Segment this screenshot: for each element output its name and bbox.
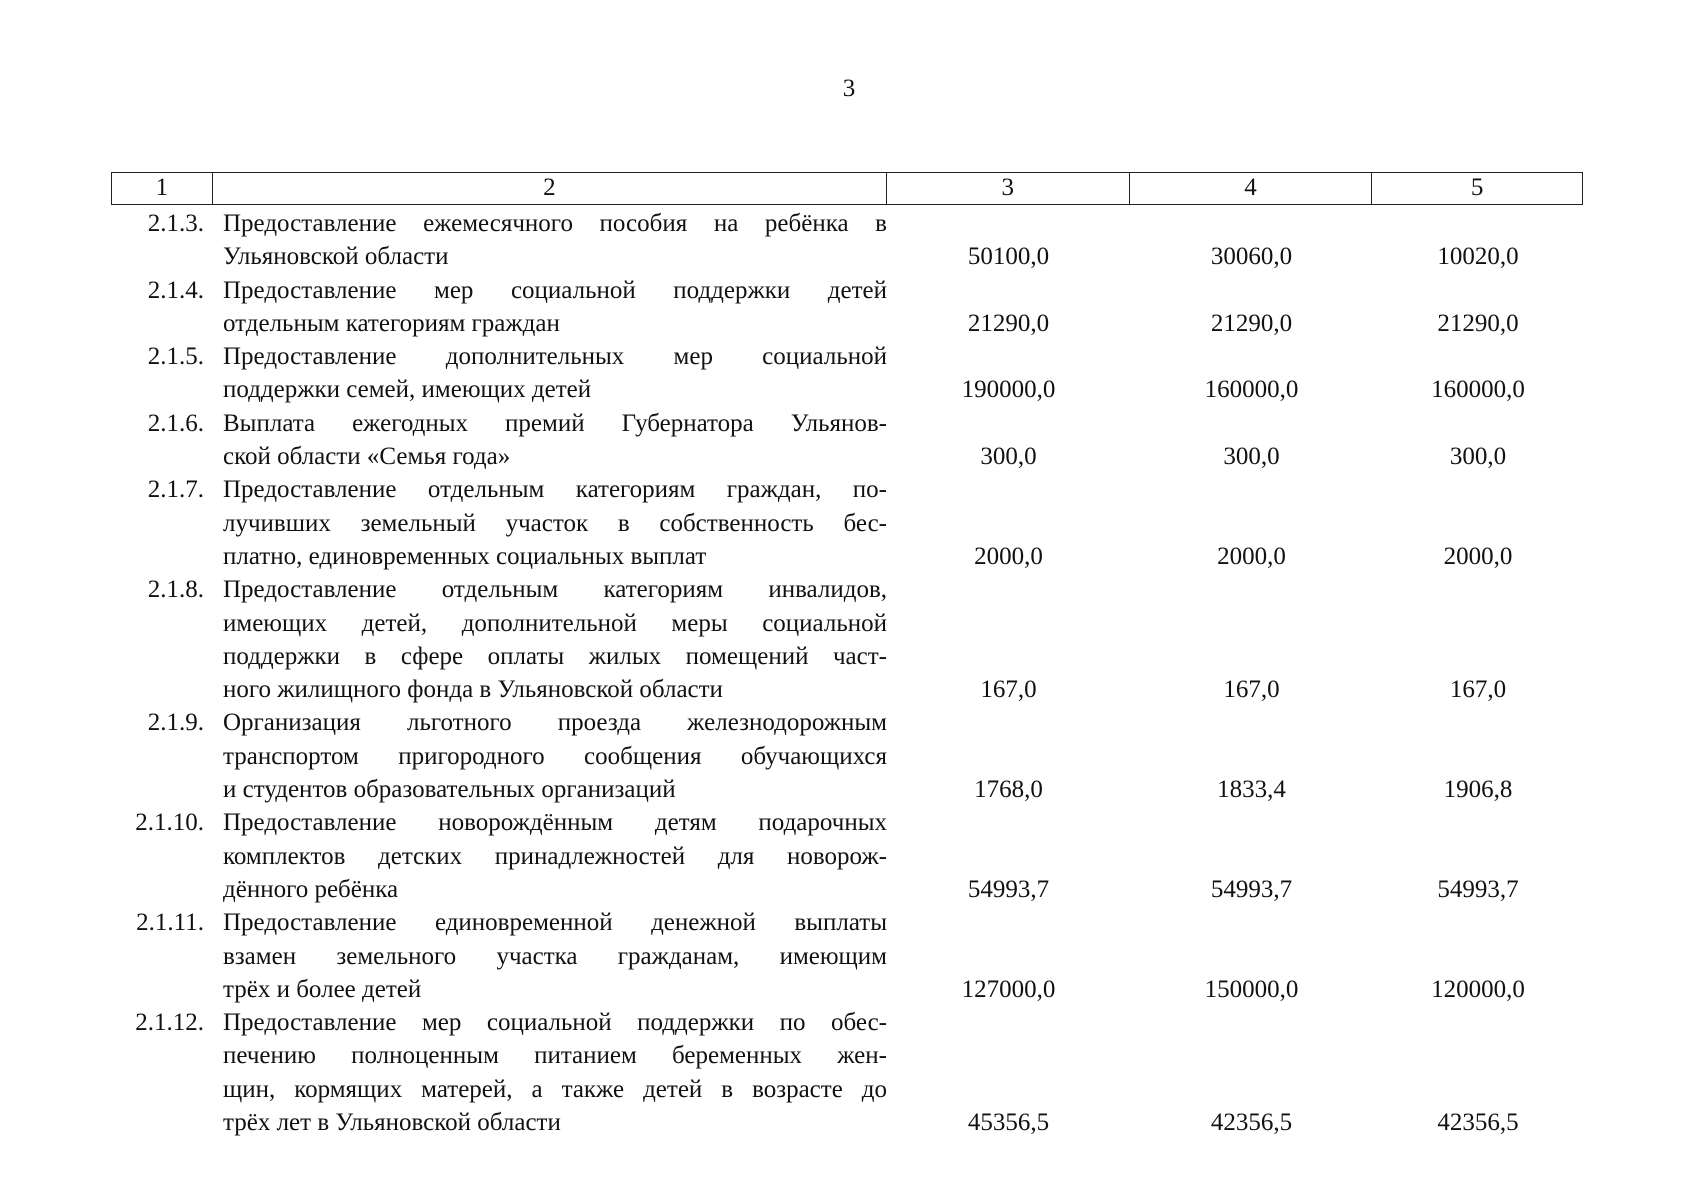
value-col-3: 127000,0 xyxy=(961,975,1056,1003)
value-col-3: 167,0 xyxy=(980,676,1037,704)
value-col-5: 42356,5 xyxy=(1437,1109,1519,1137)
description-line: Выплата ежегодных премий Губернатора Ульянов- xyxy=(223,409,887,437)
value-col-3: 2000,0 xyxy=(974,542,1043,570)
header-cell-1: 1 xyxy=(112,173,213,204)
row-description xyxy=(212,207,887,274)
row-number: 2.1.9. xyxy=(147,709,204,737)
row-number: 2.1.12. xyxy=(135,1009,204,1037)
value-col-5: 54993,7 xyxy=(1437,875,1519,903)
value-col-4: 167,0 xyxy=(1223,676,1280,704)
row-number: 2.1.6. xyxy=(147,409,204,437)
row-description xyxy=(212,340,887,407)
description-line: Предоставление отдельным категориям граждан, по- xyxy=(223,476,887,504)
row-number: 2.1.11. xyxy=(136,909,204,937)
row-description xyxy=(212,274,887,341)
header-cell-5: 5 xyxy=(1470,174,1484,201)
row-description xyxy=(212,573,887,706)
value-col-5: 2000,0 xyxy=(1443,542,1513,570)
row-number: 2.1.7. xyxy=(147,476,204,504)
description-line: Предоставление отдельным категориям инвалидов, xyxy=(223,576,887,604)
description-line: Предоставление новорождённым детям подарочных xyxy=(223,809,887,837)
table-row xyxy=(111,340,1583,407)
value-col-4: 54993,7 xyxy=(1210,875,1293,903)
value-col-3: 45356,5 xyxy=(967,1109,1050,1137)
value-col-4: 30060,0 xyxy=(1210,243,1293,271)
description-line: трёх и более детей xyxy=(223,975,422,1003)
row-description xyxy=(212,806,887,906)
description-line: печению полноценным питанием беременных жен- xyxy=(223,1042,887,1070)
table-row xyxy=(111,1006,1583,1139)
value-col-4: 300,0 xyxy=(1223,443,1280,471)
row-number: 2.1.4. xyxy=(147,276,204,304)
description-line: Предоставление мер социальной поддержки по обес- xyxy=(223,1009,887,1037)
value-col-5: 167,0 xyxy=(1449,676,1507,704)
row-number: 2.1.3. xyxy=(147,210,204,237)
value-col-4: 42356,5 xyxy=(1210,1109,1293,1137)
description-line: поддержки семей, имеющих детей xyxy=(223,376,592,404)
value-col-5: 10020,0 xyxy=(1437,243,1519,271)
row-description xyxy=(212,473,887,573)
description-line: щин, кормящих матерей, а также детей в возрасте до xyxy=(223,1075,887,1103)
table-body xyxy=(111,207,1583,1139)
header-cell-2: 2 xyxy=(213,173,887,204)
value-col-3: 300,0 xyxy=(980,443,1037,471)
row-description xyxy=(212,407,887,474)
description-line: Предоставление единовременной денежной выплаты xyxy=(223,909,887,937)
row-number: 2.1.5. xyxy=(147,343,204,371)
header-cell-4: 4 xyxy=(1130,173,1373,204)
row-description xyxy=(212,1006,887,1139)
description-line: Предоставление мер социальной поддержки детей xyxy=(223,276,887,304)
description-line: имеющих детей, дополнительной меры социальной xyxy=(223,609,887,637)
description-line: поддержки в сфере оплаты жилых помещений част- xyxy=(223,642,887,670)
description-line: платно, единовременных социальных выплат xyxy=(223,542,707,570)
value-col-5: 21290,0 xyxy=(1437,309,1519,337)
table-row xyxy=(111,806,1583,906)
description-line: Предоставление дополнительных мер социальной xyxy=(223,343,887,371)
description-line: и студентов образовательных организаций xyxy=(223,776,676,804)
value-col-4: 150000,0 xyxy=(1204,975,1299,1003)
value-col-3: 21290,0 xyxy=(967,309,1050,337)
table-row xyxy=(111,274,1583,341)
header-cell-3: 3 xyxy=(887,173,1130,204)
table-row xyxy=(111,207,1583,274)
row-number: 2.1.10. xyxy=(135,809,204,837)
value-col-4: 1833,4 xyxy=(1217,776,1286,804)
table-row xyxy=(111,906,1583,1006)
row-description xyxy=(212,706,887,806)
description-line: ской области «Семья года» xyxy=(223,443,511,471)
table-row xyxy=(111,573,1583,706)
page-number: 3 xyxy=(842,75,856,102)
table-row xyxy=(111,706,1583,806)
description-line: трёх лет в Ульяновской области xyxy=(223,1109,561,1137)
value-col-4: 21290,0 xyxy=(1210,309,1293,337)
table-row xyxy=(111,407,1583,474)
description-line: отдельным категориям граждан xyxy=(223,309,560,337)
value-col-4: 160000,0 xyxy=(1204,376,1299,404)
description-line: Организация льготного проезда железнодорожным xyxy=(223,709,887,737)
value-col-3: 1768,0 xyxy=(974,776,1043,804)
value-col-4: 2000,0 xyxy=(1217,542,1286,570)
value-col-5: 300,0 xyxy=(1449,443,1507,471)
description-line: ного жилищного фонда в Ульяновской области xyxy=(223,676,723,704)
table-header xyxy=(111,172,1583,205)
value-col-5: 1906,8 xyxy=(1443,776,1513,804)
row-number: 2.1.8. xyxy=(147,576,204,604)
description-line: транспортом пригородного сообщения обучающихся xyxy=(223,742,887,770)
value-col-3: 54993,7 xyxy=(967,875,1050,903)
value-col-3: 190000,0 xyxy=(961,376,1056,404)
value-col-3: 50100,0 xyxy=(967,243,1050,271)
description-line: Ульяновской области xyxy=(223,243,449,271)
row-description xyxy=(212,906,887,1006)
description-line: взамен земельного участка гражданам, имеющим xyxy=(223,942,887,970)
table-row xyxy=(111,473,1583,573)
description-line: Предоставление ежемесячного пособия на ребёнка в xyxy=(223,210,887,237)
description-line: лучивших земельный участок в собственность бес- xyxy=(223,509,887,537)
description-line: дённого ребёнка xyxy=(223,875,399,903)
value-col-5: 160000,0 xyxy=(1431,376,1525,404)
value-col-5: 120000,0 xyxy=(1431,975,1525,1003)
description-line: комплектов детских принадлежностей для новорож- xyxy=(223,842,887,870)
